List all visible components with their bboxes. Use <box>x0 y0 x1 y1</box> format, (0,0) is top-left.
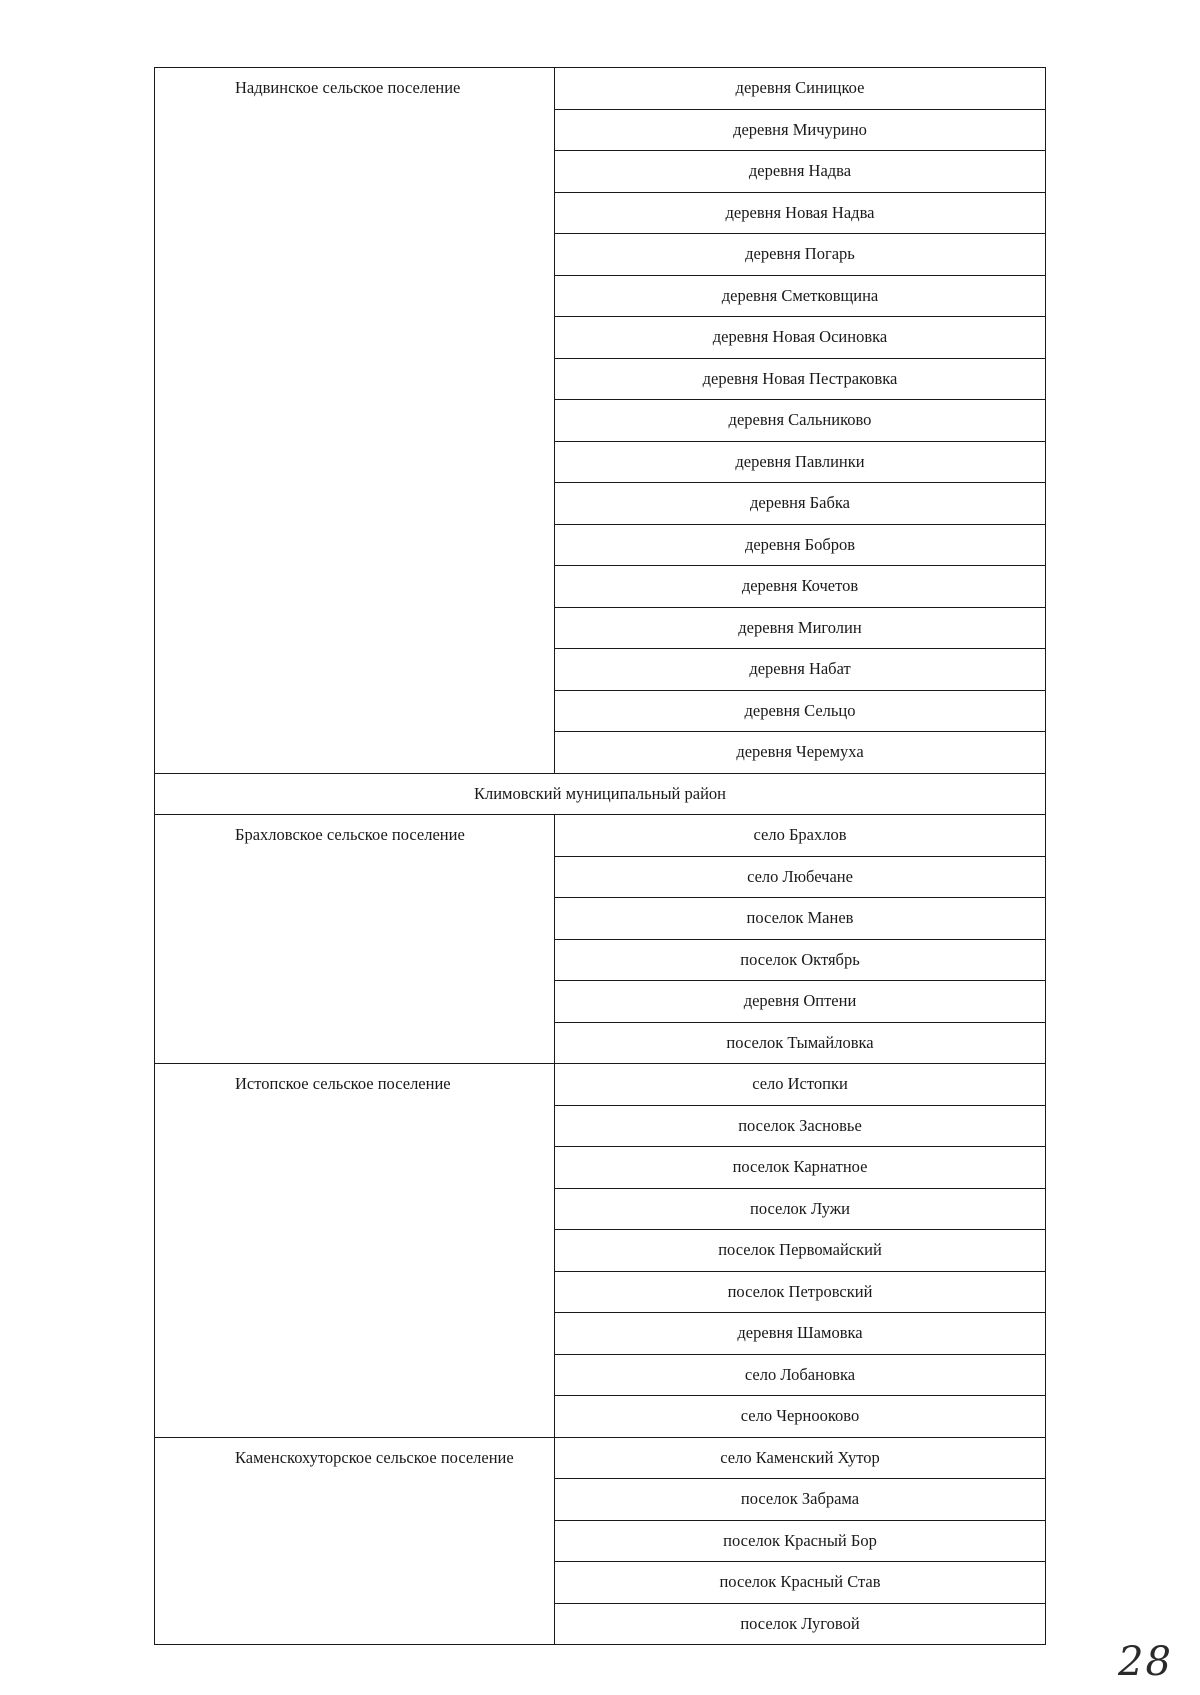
locality-name: поселок Первомайский <box>555 1230 1046 1272</box>
locality-name: деревня Мичурино <box>555 109 1046 151</box>
locality-name: поселок Красный Бор <box>555 1520 1046 1562</box>
locality-name: деревня Бабка <box>555 483 1046 525</box>
locality-row <box>155 815 1046 857</box>
locality-name: поселок Засновье <box>555 1105 1046 1147</box>
locality-row <box>155 1437 1046 1479</box>
locality-name: деревня Бобров <box>555 524 1046 566</box>
locality-name: деревня Кочетов <box>555 566 1046 608</box>
settlement-name: Брахловское сельское поселение <box>155 815 555 1064</box>
locality-name: село Любечане <box>555 856 1046 898</box>
settlements-table-body <box>155 68 1046 1645</box>
locality-name: поселок Октябрь <box>555 939 1046 981</box>
page-number: 28 <box>1118 1639 1173 1685</box>
settlement-name: Каменскохуторское сельское поселение <box>155 1437 555 1645</box>
locality-name: поселок Манев <box>555 898 1046 940</box>
locality-name: деревня Синицкое <box>555 68 1046 110</box>
locality-name: деревня Черемуха <box>555 732 1046 774</box>
locality-name: село Брахлов <box>555 815 1046 857</box>
locality-name: поселок Тымайловка <box>555 1022 1046 1064</box>
locality-name: поселок Карнатное <box>555 1147 1046 1189</box>
locality-name: деревня Миголин <box>555 607 1046 649</box>
settlements-table <box>154 67 1046 1645</box>
locality-name: деревня Погарь <box>555 234 1046 276</box>
locality-name: деревня Новая Надва <box>555 192 1046 234</box>
locality-name: деревня Павлинки <box>555 441 1046 483</box>
locality-name: поселок Красный Став <box>555 1562 1046 1604</box>
locality-name: деревня Набат <box>555 649 1046 691</box>
settlement-name: Надвинское сельское поселение <box>155 68 555 774</box>
locality-name: село Истопки <box>555 1064 1046 1106</box>
locality-name: поселок Лужи <box>555 1188 1046 1230</box>
locality-name: деревня Надва <box>555 151 1046 193</box>
locality-name: деревня Сельцо <box>555 690 1046 732</box>
settlement-name: Истопское сельское поселение <box>155 1064 555 1438</box>
locality-row <box>155 1064 1046 1106</box>
locality-name: деревня Новая Осиновка <box>555 317 1046 359</box>
district-name: Климовский муниципальный район <box>155 773 1046 815</box>
locality-name: деревня Оптени <box>555 981 1046 1023</box>
locality-name: поселок Забрама <box>555 1479 1046 1521</box>
locality-name: деревня Шамовка <box>555 1313 1046 1355</box>
locality-name: поселок Петровский <box>555 1271 1046 1313</box>
locality-name: село Чернооково <box>555 1396 1046 1438</box>
district-row <box>155 773 1046 815</box>
locality-name: деревня Сметковщина <box>555 275 1046 317</box>
locality-name: село Каменский Хутор <box>555 1437 1046 1479</box>
locality-row <box>155 68 1046 110</box>
locality-name: поселок Луговой <box>555 1603 1046 1645</box>
locality-name: село Лобановка <box>555 1354 1046 1396</box>
locality-name: деревня Сальниково <box>555 400 1046 442</box>
locality-name: деревня Новая Пестраковка <box>555 358 1046 400</box>
